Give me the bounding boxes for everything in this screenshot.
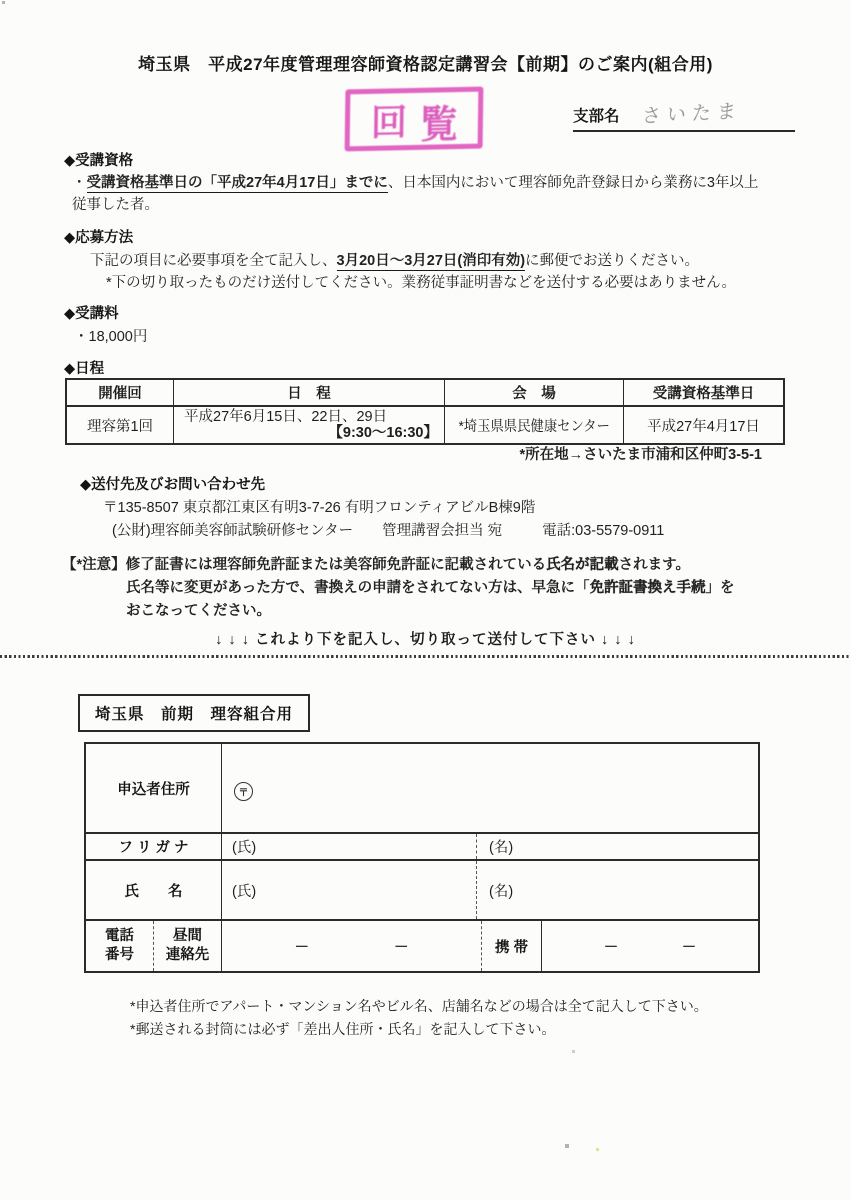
form-section-title: 埼玉県 前期 理容組合用 [78, 694, 310, 732]
phone-dash: － [294, 939, 309, 956]
notice-line2-emphasis: 免許証書換え手続 [589, 580, 706, 596]
form-row-name [86, 859, 758, 919]
perforation-dotted-line [0, 655, 851, 658]
schedule-header-basedate: 受講資格基準日 [652, 386, 755, 402]
notice-line1 [62, 553, 690, 574]
eligibility-line2: 従事した者。 [72, 197, 159, 213]
fee-heading: ◆受講料 [64, 306, 119, 322]
name-label: 氏 名 [86, 861, 222, 919]
eligibility-line1 [72, 171, 758, 192]
schedule-basedate-cell: 平成27年4月17日 [647, 418, 760, 435]
eligibility-line1-post: 、日本国内において理容師免許登録日から業務に3年以上 [387, 175, 759, 191]
contact-org: (公財)理容師美容師試験研修センター 管理講習会担当 宛 [112, 523, 503, 539]
address-label: 申込者住所 [86, 744, 222, 832]
scan-speck [596, 1148, 599, 1151]
form-row-furigana [86, 832, 758, 859]
address-input-area [222, 744, 758, 832]
schedule-table [65, 378, 785, 445]
branch-name-line [573, 99, 795, 132]
contact-heading: ◆送付先及びお問い合わせ先 [80, 477, 266, 493]
notice-line3: おこなってください。 [126, 603, 271, 619]
notice-label: 【*注意】 [62, 557, 126, 573]
notice-line1-pre: 修了証書には理容師免許証または美容師免許証に記載されている [125, 557, 547, 573]
schedule-header-venue: 会 場 [445, 380, 624, 405]
scan-speck [572, 1050, 575, 1053]
scan-speck [565, 1144, 569, 1148]
page-title: 埼玉県 平成27年度管理理容師資格認定講習会【前期】のご案内(組合用) [138, 55, 713, 74]
notice-line2-pre: 氏名等に変更があった方で、書換えの申請をされてない方は、早急に「 [126, 580, 590, 596]
schedule-header-row [67, 380, 783, 407]
branch-name-label: 支部名 [573, 108, 620, 125]
phone-label-line1: 電話 [105, 928, 134, 944]
application-form-table [84, 742, 760, 973]
scan-speck [2, 1, 5, 4]
contact-org-line [112, 519, 664, 540]
postal-mark-icon: 〒 [234, 782, 253, 801]
schedule-dates-line1: 平成27年6月15日、22日、29日 [184, 409, 388, 425]
phone-label-line2: 番号 [105, 947, 134, 963]
phone-dash: － [681, 939, 697, 956]
application-line1-emphasis: 3月20日～3月27日(消印有効) [336, 253, 526, 269]
furigana-label: フ リ ガ ナ [86, 834, 222, 859]
phone-dash: － [603, 939, 619, 956]
schedule-header-dates: 日 程 [174, 380, 445, 405]
daytime-label-line2: 連絡先 [165, 947, 210, 963]
mobile-phone-input-area [542, 921, 758, 971]
form-row-phone [86, 919, 758, 971]
venue-location-note: *所在地→さいたま市浦和区仲町3-5-1 [519, 447, 762, 463]
contact-address: 〒135-8507 東京都江東区有明3-7-26 有明フロンティアビルB棟9階 [103, 500, 536, 516]
contact-phone: 電話:03-5579-0911 [542, 523, 665, 539]
furigana-given-input-area: (名) [489, 840, 514, 856]
application-line1-post: に郵便でお送りください。 [525, 253, 700, 269]
notice-line2 [126, 576, 735, 597]
application-heading: ◆応募方法 [64, 230, 134, 246]
footer-note-2: *郵送される封筒には必ず「差出人住所・氏名」を記入して下さい。 [130, 1021, 556, 1037]
form-footer-notes [130, 995, 708, 1041]
stamp-character: 覧 [419, 101, 459, 146]
notice-line2-post: 」を [705, 580, 735, 596]
daytime-phone-input-area [222, 921, 482, 971]
phone-number-label [86, 921, 154, 971]
application-line1-pre: 下記の項目に必要事項を全て記入し、 [90, 253, 337, 269]
stamp-character: 回 [370, 100, 408, 143]
schedule-data-row [67, 407, 783, 443]
mobile-label: 携 帯 [482, 921, 542, 971]
daytime-label-line1: 昼間 [173, 928, 202, 944]
name-given-input-area: (名) [489, 883, 514, 900]
branch-name-handwritten-value: さいたま [640, 101, 743, 128]
footer-note-1: *申込者住所でアパート・マンション名やビル名、店舗名などの場合は全て記入して下さい。 [130, 998, 708, 1014]
schedule-dates-line2: 【9:30～16:30】 [328, 425, 438, 441]
schedule-session-cell: 理容第1回 [67, 407, 174, 443]
schedule-dates-cell [174, 407, 445, 443]
schedule-venue-cell [445, 407, 624, 443]
eligibility-line1-emphasis: 受講資格基準日の「平成27年4月17日」までに [86, 175, 388, 191]
notice-line1-emphasis: 氏名が記載 [546, 557, 619, 573]
schedule-venue-text: *埼玉県県民健康センター [458, 418, 610, 435]
eligibility-heading: ◆受講資格 [64, 153, 134, 169]
fee-value: ・18,000円 [74, 329, 148, 345]
eligibility-line1-pre: ・ [72, 175, 87, 191]
daytime-contact-label [154, 921, 222, 971]
schedule-heading: ◆日程 [64, 361, 105, 377]
phone-dash: － [394, 939, 409, 956]
circulation-stamp [345, 87, 484, 152]
schedule-header-session: 開催回 [67, 380, 174, 405]
furigana-family-input-area: (氏) [222, 834, 477, 859]
cut-here-instruction: ↓ ↓ ↓ これより下を記入し、切り取って送付して下さい ↓ ↓ ↓ [215, 632, 636, 648]
application-note: *下の切り取ったものだけ送付してください。業務従事証明書などを送付する必要はありません。 [106, 275, 737, 291]
application-line1 [90, 249, 699, 270]
name-family-input-area: (氏) [222, 861, 477, 919]
form-row-address [86, 744, 758, 832]
notice-line1-post: されます。 [618, 557, 690, 573]
